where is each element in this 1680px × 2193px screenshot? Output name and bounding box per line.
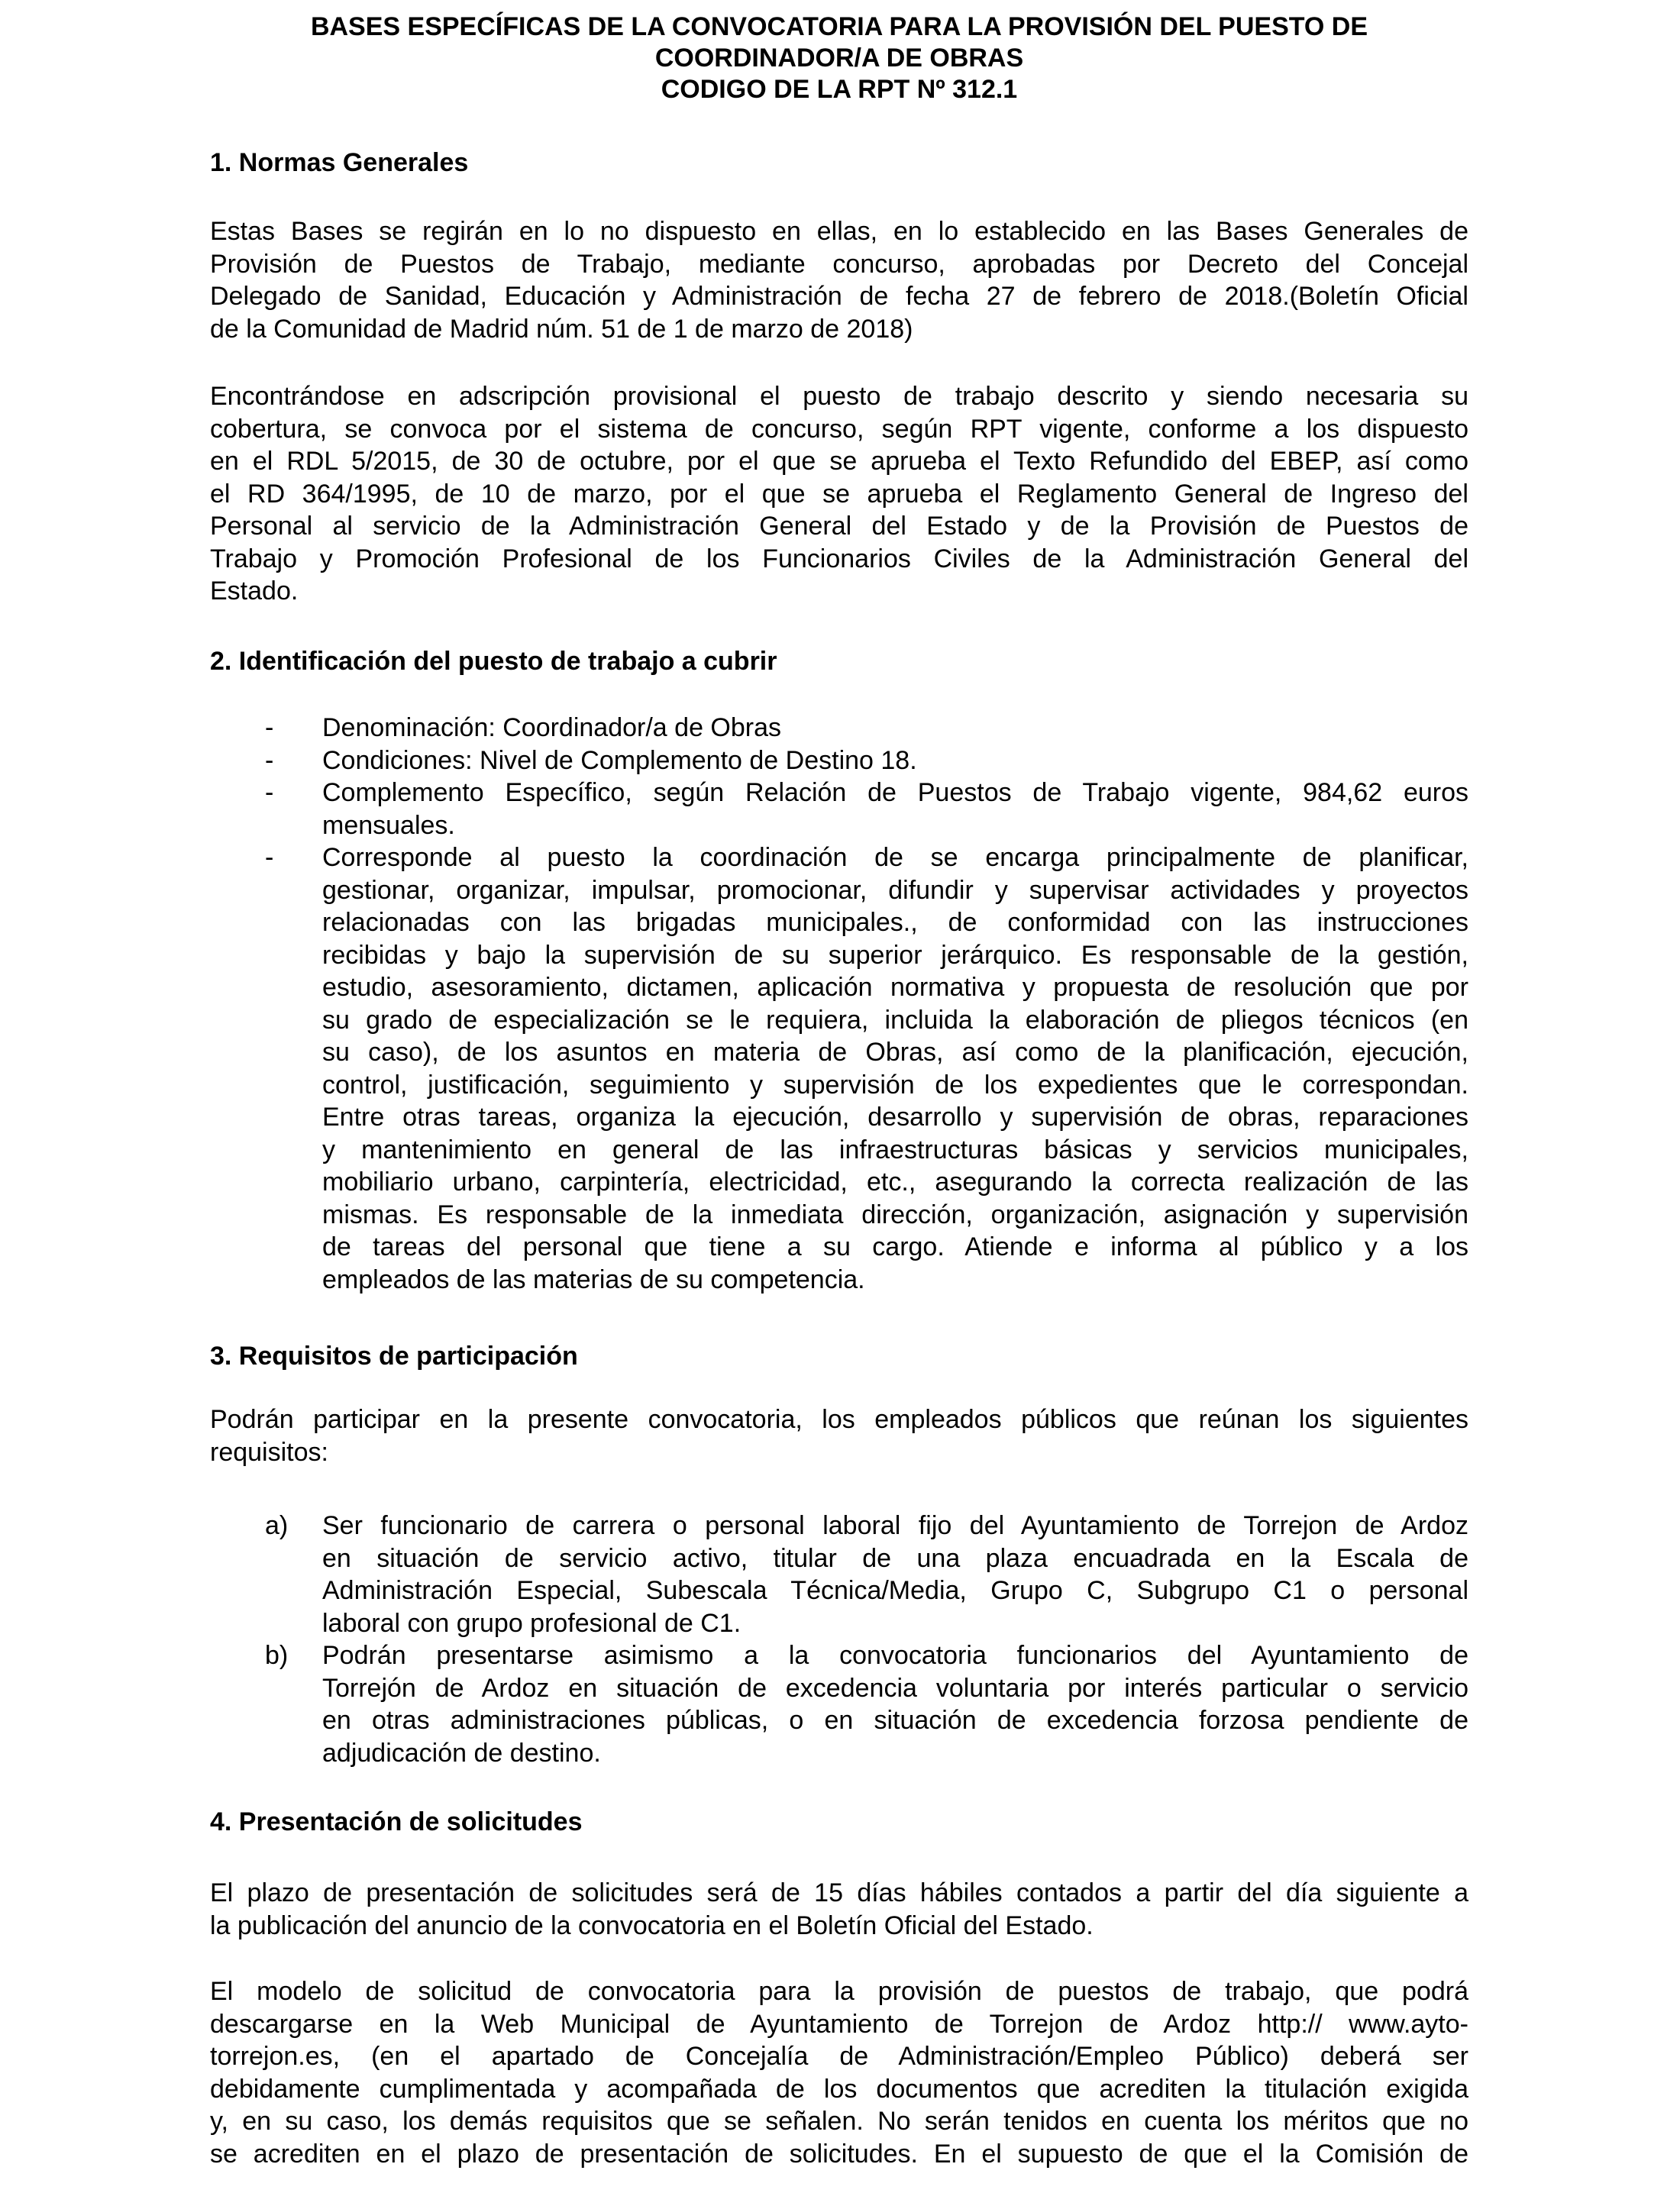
- text-line: cobertura, se convoca por el sistema de concurso, según RPT vigente, conforme a los dispuesto: [210, 414, 1468, 444]
- text-line: su caso), de los asuntos en materia de Obras, así como de la planificación, ejecución,: [322, 1038, 1468, 1067]
- list-marker-b: b): [265, 1641, 289, 1670]
- list-item-requirement-a: [210, 1510, 1468, 1639]
- text-line: Administración Especial, Subescala Técnica/Media, Grupo C, Subgrupo C1 o personal: [322, 1576, 1468, 1605]
- section-2-heading: 2. Identificación del puesto de trabajo a cubrir: [210, 647, 777, 676]
- text-line: laboral con grupo profesional de C1.: [322, 1608, 741, 1638]
- text-line: su grado de especialización se le requiera, incluida la elaboración de pliegos técnicos (en: [322, 1005, 1468, 1035]
- section-4-paragraph-1: [210, 1877, 1468, 1942]
- text-line: en el RDL 5/2015, de 30 de octubre, por el que se aprueba el Texto Refundido del EBEP, así como: [210, 447, 1468, 476]
- text-line: Torrejón de Ardoz en situación de excedencia voluntaria por interés particular o servicio: [322, 1673, 1468, 1703]
- title-line: COORDINADOR/A DE OBRAS: [654, 44, 1024, 73]
- position-details-list: [210, 712, 1468, 1296]
- text-line: Estado.: [210, 577, 299, 606]
- section-1-paragraph-1: [210, 215, 1468, 345]
- text-line: torrejon.es, (en el apartado de Concejalía de Administración/Empleo Público) deberá ser: [210, 2042, 1468, 2071]
- section-1-heading: 1. Normas Generales: [210, 148, 469, 177]
- section-3-heading: 3. Requisitos de participación: [210, 1342, 578, 1371]
- requirements-list: [210, 1510, 1468, 1769]
- list-item-denominacion: [210, 712, 1468, 744]
- text-line: Podrán participar en la presente convocatoria, los empleados públicos que reúnan los siguientes: [210, 1405, 1468, 1434]
- text-line: Personal al servicio de la Administración General del Estado y de la Provisión de Puestos de: [210, 512, 1468, 541]
- list-bullet-dash: -: [265, 713, 274, 742]
- text-line: Podrán presentarse asimismo a la convocatoria funcionarios del Ayuntamiento de: [322, 1641, 1468, 1670]
- text-line: y mantenimiento en general de las infraestructuras básicas y servicios municipales,: [322, 1135, 1468, 1164]
- list-marker-a: a): [265, 1511, 289, 1540]
- text-line: adjudicación de destino.: [322, 1738, 601, 1768]
- text-line: empleados de las materias de su competencia.: [322, 1264, 865, 1294]
- text-line: de tareas del personal que tiene a su cargo. Atiende e informa al público y a los: [322, 1232, 1468, 1261]
- text-line: Ser funcionario de carrera o personal laboral fijo del Ayuntamiento de Torrejon de Ardoz: [322, 1511, 1468, 1540]
- text-line: descargarse en la Web Municipal de Ayuntamiento de Torrejon de Ardoz http:// www.ayto-: [210, 2009, 1468, 2039]
- list-item-funciones: [210, 841, 1468, 1296]
- list-item-requirement-b: [210, 1639, 1468, 1769]
- text-line: en situación de servicio activo, titular de una plaza encuadrada en la Escala de: [322, 1543, 1468, 1573]
- text-line: Corresponde al puesto la coordinación de se encarga principalmente de planificar,: [322, 843, 1468, 872]
- list-bullet-dash: -: [265, 778, 274, 807]
- text-line: mobiliario urbano, carpintería, electricidad, etc., asegurando la correcta realización de las: [322, 1168, 1468, 1197]
- text-line: requisitos:: [210, 1437, 328, 1467]
- text-line: recibidas y bajo la supervisión de su superior jerárquico. Es responsable de la gestión,: [322, 940, 1468, 970]
- text-line: Encontrándose en adscripción provisional el puesto de trabajo descrito y siendo necesaria su: [210, 382, 1468, 411]
- text-line: se acrediten en el plazo de presentación de solicitudes. En el supuesto de que el la Comisión de: [210, 2139, 1468, 2169]
- text-line: mensuales.: [322, 810, 455, 840]
- section-4-heading: 4. Presentación de solicitudes: [210, 1807, 583, 1836]
- list-bullet-dash: -: [265, 843, 274, 872]
- section-3-paragraph-1: [210, 1403, 1468, 1468]
- text-line: estudio, asesoramiento, dictamen, aplicación normativa y propuesta de resolución que por: [322, 973, 1468, 1002]
- text-line: Condiciones: Nivel de Complemento de Destino 18.: [322, 745, 917, 775]
- text-line: el RD 364/1995, de 10 de marzo, por el que se aprueba el Reglamento General de Ingreso del: [210, 479, 1468, 509]
- title-line: CODIGO DE LA RPT Nº 312.1: [661, 75, 1018, 104]
- text-line: Complemento Específico, según Relación de Puestos de Trabajo vigente, 984,62 euros: [322, 778, 1468, 807]
- text-line: Estas Bases se regirán en lo no dispuesto en ellas, en lo establecido en las Bases Generales de: [210, 217, 1468, 246]
- list-item-complemento: [210, 777, 1468, 841]
- text-line: Delegado de Sanidad, Educación y Administración de fecha 27 de febrero de 2018.(Boletín Oficial: [210, 282, 1468, 311]
- title-line: BASES ESPECÍFICAS DE LA CONVOCATORIA PARA LA PROVISIÓN DEL PUESTO DE: [310, 12, 1368, 41]
- list-item-condiciones: [210, 744, 1468, 777]
- section-4-paragraph-2: [210, 1975, 1468, 2170]
- list-bullet-dash: -: [265, 745, 274, 775]
- text-line: Entre otras tareas, organiza la ejecución, desarrollo y supervisión de obras, reparaciones: [322, 1103, 1468, 1132]
- text-line: de la Comunidad de Madrid núm. 51 de 1 de marzo de 2018): [210, 314, 913, 344]
- text-line: relacionadas con las brigadas municipales., de conformidad con las instrucciones: [322, 908, 1468, 937]
- text-line: mismas. Es responsable de la inmediata dirección, organización, asignación y supervisión: [322, 1200, 1468, 1229]
- text-line: gestionar, organizar, impulsar, promocionar, difundir y supervisar actividades y proyectos: [322, 875, 1468, 905]
- text-line: Denominación: Coordinador/a de Obras: [322, 713, 782, 742]
- document-title: [210, 11, 1468, 105]
- text-line: control, justificación, seguimiento y supervisión de los expedientes que le correspondan.: [322, 1070, 1468, 1100]
- text-line: y, en su caso, los demás requisitos que se señalen. No serán tenidos en cuenta los méritos que no: [210, 2107, 1468, 2136]
- text-line: debidamente cumplimentada y acompañada de los documentos que acrediten la titulación exigida: [210, 2074, 1468, 2104]
- text-line: la publicación del anuncio de la convocatoria en el Boletín Oficial del Estado.: [210, 1910, 1094, 1940]
- text-line: Trabajo y Promoción Profesional de los Funcionarios Civiles de la Administración General del: [210, 544, 1468, 573]
- text-line: El plazo de presentación de solicitudes será de 15 días hábiles contados a partir del día siguiente a: [210, 1878, 1468, 1907]
- text-line: Provisión de Puestos de Trabajo, mediante concurso, aprobadas por Decreto del Concejal: [210, 249, 1468, 279]
- section-1-paragraph-2: [210, 380, 1468, 608]
- text-line: El modelo de solicitud de convocatoria para la provisión de puestos de trabajo, que podrá: [210, 1977, 1468, 2006]
- text-line: en otras administraciones públicas, o en situación de excedencia forzosa pendiente de: [322, 1706, 1468, 1735]
